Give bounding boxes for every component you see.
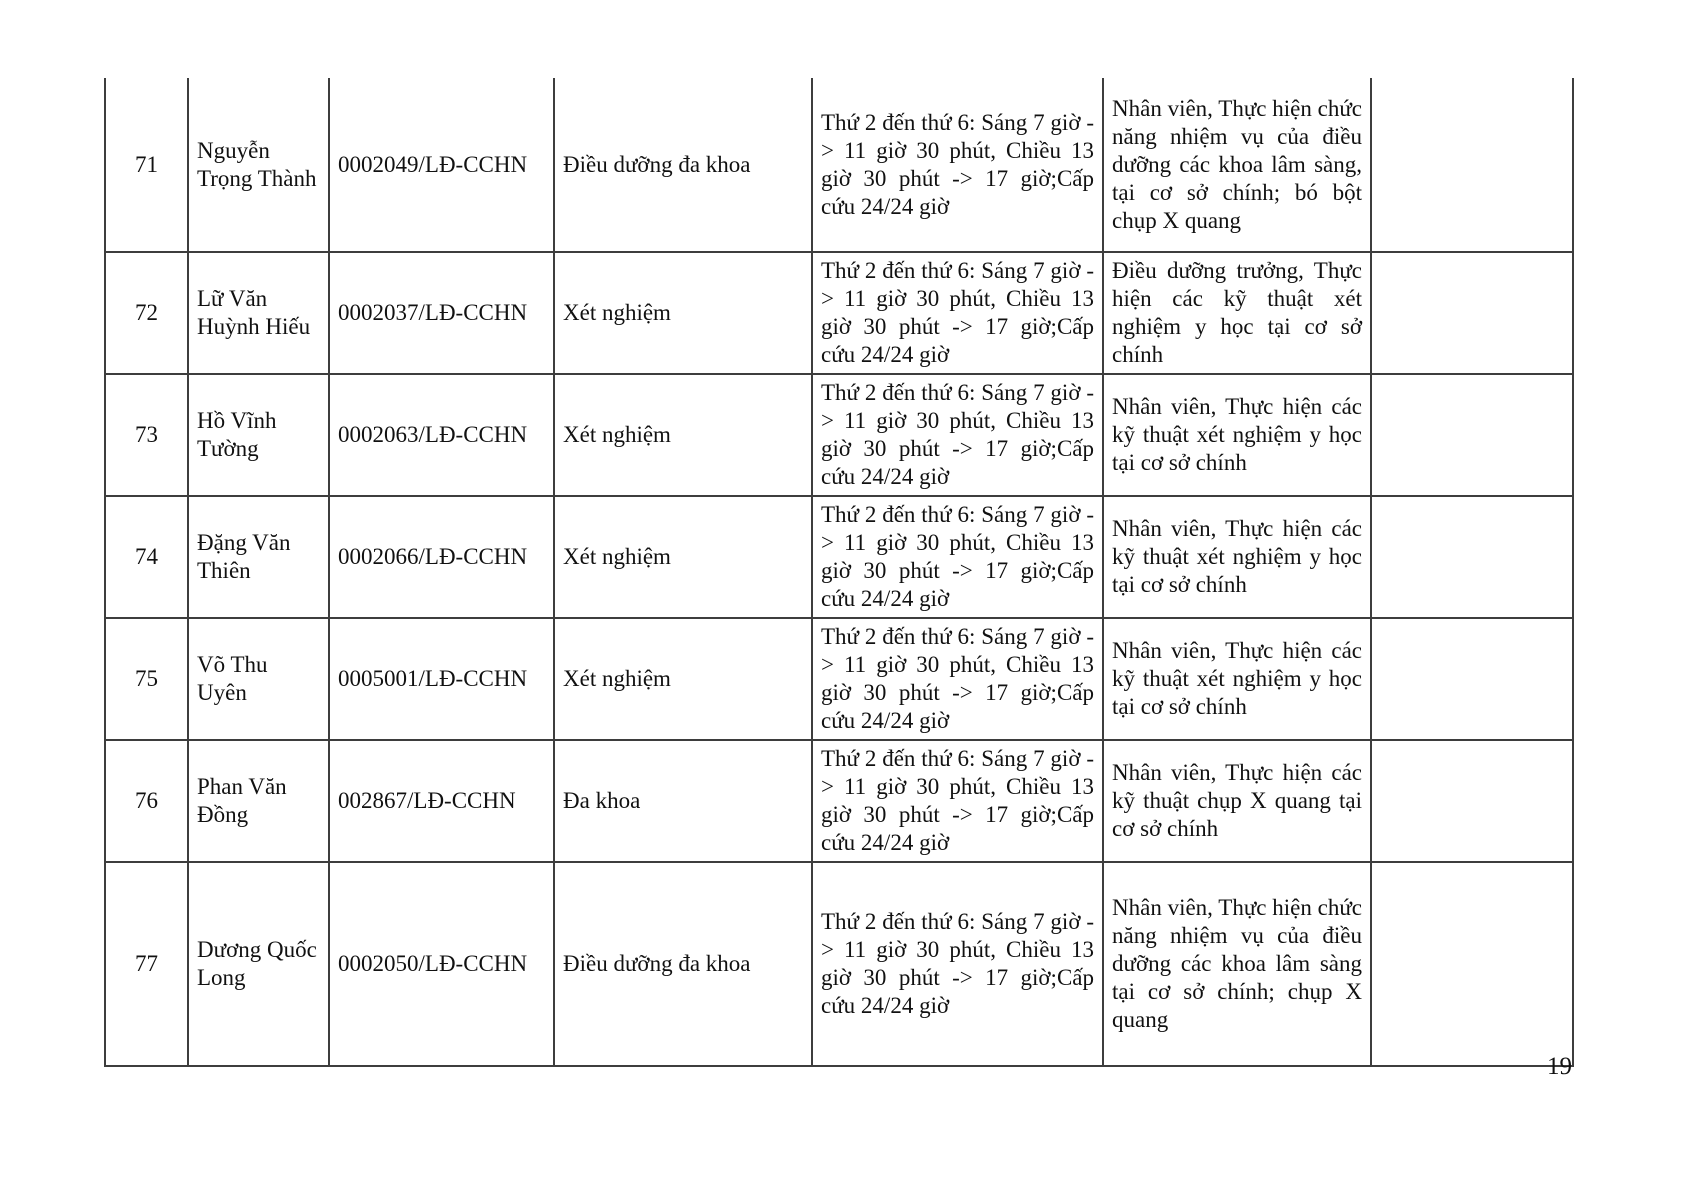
practitioner-name: Phan Văn Đồng (188, 740, 329, 862)
row-number: 73 (105, 374, 188, 496)
specialty: Xét nghiệm (554, 496, 812, 618)
note-cell (1371, 374, 1573, 496)
note-cell (1371, 252, 1573, 374)
row-number: 71 (105, 78, 188, 252)
working-hours: Thứ 2 đến thứ 6: Sáng 7 giờ -> 11 giờ 30 phút, Chiều 13 giờ 30 phút -> 17 giờ;Cấp cứu 24/24 giờ (812, 252, 1103, 374)
working-hours: Thứ 2 đến thứ 6: Sáng 7 giờ -> 11 giờ 30 phút, Chiều 13 giờ 30 phút -> 17 giờ;Cấp cứu 24/24 giờ (812, 862, 1103, 1066)
table-row (105, 740, 1573, 862)
practitioner-name: Lữ Văn Huỳnh Hiếu (188, 252, 329, 374)
duty-description: Điều dưỡng trưởng, Thực hiện các kỹ thuật xét nghiệm y học tại cơ sở chính (1103, 252, 1371, 374)
duty-description: Nhân viên, Thực hiện chức năng nhiệm vụ của điều dưỡng các khoa lâm sàng tại cơ sở chính; chụp X quang (1103, 862, 1371, 1066)
note-cell (1371, 740, 1573, 862)
practitioner-table (104, 78, 1574, 1067)
practitioner-name: Hồ Vĩnh Tường (188, 374, 329, 496)
specialty: Đa khoa (554, 740, 812, 862)
specialty: Xét nghiệm (554, 252, 812, 374)
page-number: 19 (1547, 1053, 1572, 1080)
table-row (105, 252, 1573, 374)
row-number: 74 (105, 496, 188, 618)
note-cell (1371, 618, 1573, 740)
practitioner-name: Đặng Văn Thiên (188, 496, 329, 618)
specialty: Điều dưỡng đa khoa (554, 78, 812, 252)
note-cell (1371, 862, 1573, 1066)
specialty: Xét nghiệm (554, 618, 812, 740)
certificate-number: 0002066/LĐ-CCHN (329, 496, 554, 618)
table-row (105, 862, 1573, 1066)
certificate-number: 0005001/LĐ-CCHN (329, 618, 554, 740)
note-cell (1371, 496, 1573, 618)
table-row (105, 78, 1573, 252)
working-hours: Thứ 2 đến thứ 6: Sáng 7 giờ -> 11 giờ 30 phút, Chiều 13 giờ 30 phút -> 17 giờ;Cấp cứu 24/24 giờ (812, 374, 1103, 496)
specialty: Xét nghiệm (554, 374, 812, 496)
certificate-number: 0002049/LĐ-CCHN (329, 78, 554, 252)
duty-description: Nhân viên, Thực hiện các kỹ thuật chụp X quang tại cơ sở chính (1103, 740, 1371, 862)
row-number: 77 (105, 862, 188, 1066)
certificate-number: 0002050/LĐ-CCHN (329, 862, 554, 1066)
table-row (105, 618, 1573, 740)
note-cell (1371, 78, 1573, 252)
table-row (105, 374, 1573, 496)
duty-description: Nhân viên, Thực hiện các kỹ thuật xét nghiệm y học tại cơ sở chính (1103, 618, 1371, 740)
table-row (105, 496, 1573, 618)
certificate-number: 002867/LĐ-CCHN (329, 740, 554, 862)
row-number: 75 (105, 618, 188, 740)
working-hours: Thứ 2 đến thứ 6: Sáng 7 giờ -> 11 giờ 30 phút, Chiều 13 giờ 30 phút -> 17 giờ;Cấp cứu 24/24 giờ (812, 740, 1103, 862)
practitioner-name: Dương Quốc Long (188, 862, 329, 1066)
row-number: 76 (105, 740, 188, 862)
duty-description: Nhân viên, Thực hiện chức năng nhiệm vụ của điều dưỡng các khoa lâm sàng, tại cơ sở chính; bó bột chụp X quang (1103, 78, 1371, 252)
working-hours: Thứ 2 đến thứ 6: Sáng 7 giờ -> 11 giờ 30 phút, Chiều 13 giờ 30 phút -> 17 giờ;Cấp cứu 24/24 giờ (812, 618, 1103, 740)
working-hours: Thứ 2 đến thứ 6: Sáng 7 giờ -> 11 giờ 30 phút, Chiều 13 giờ 30 phút -> 17 giờ;Cấp cứu 24/24 giờ (812, 78, 1103, 252)
duty-description: Nhân viên, Thực hiện các kỹ thuật xét nghiệm y học tại cơ sở chính (1103, 374, 1371, 496)
certificate-number: 0002063/LĐ-CCHN (329, 374, 554, 496)
practitioner-name: Võ Thu Uyên (188, 618, 329, 740)
specialty: Điều dưỡng đa khoa (554, 862, 812, 1066)
certificate-number: 0002037/LĐ-CCHN (329, 252, 554, 374)
duty-description: Nhân viên, Thực hiện các kỹ thuật xét nghiệm y học tại cơ sở chính (1103, 496, 1371, 618)
working-hours: Thứ 2 đến thứ 6: Sáng 7 giờ -> 11 giờ 30 phút, Chiều 13 giờ 30 phút -> 17 giờ;Cấp cứu 24/24 giờ (812, 496, 1103, 618)
practitioner-name: Nguyễn Trọng Thành (188, 78, 329, 252)
row-number: 72 (105, 252, 188, 374)
